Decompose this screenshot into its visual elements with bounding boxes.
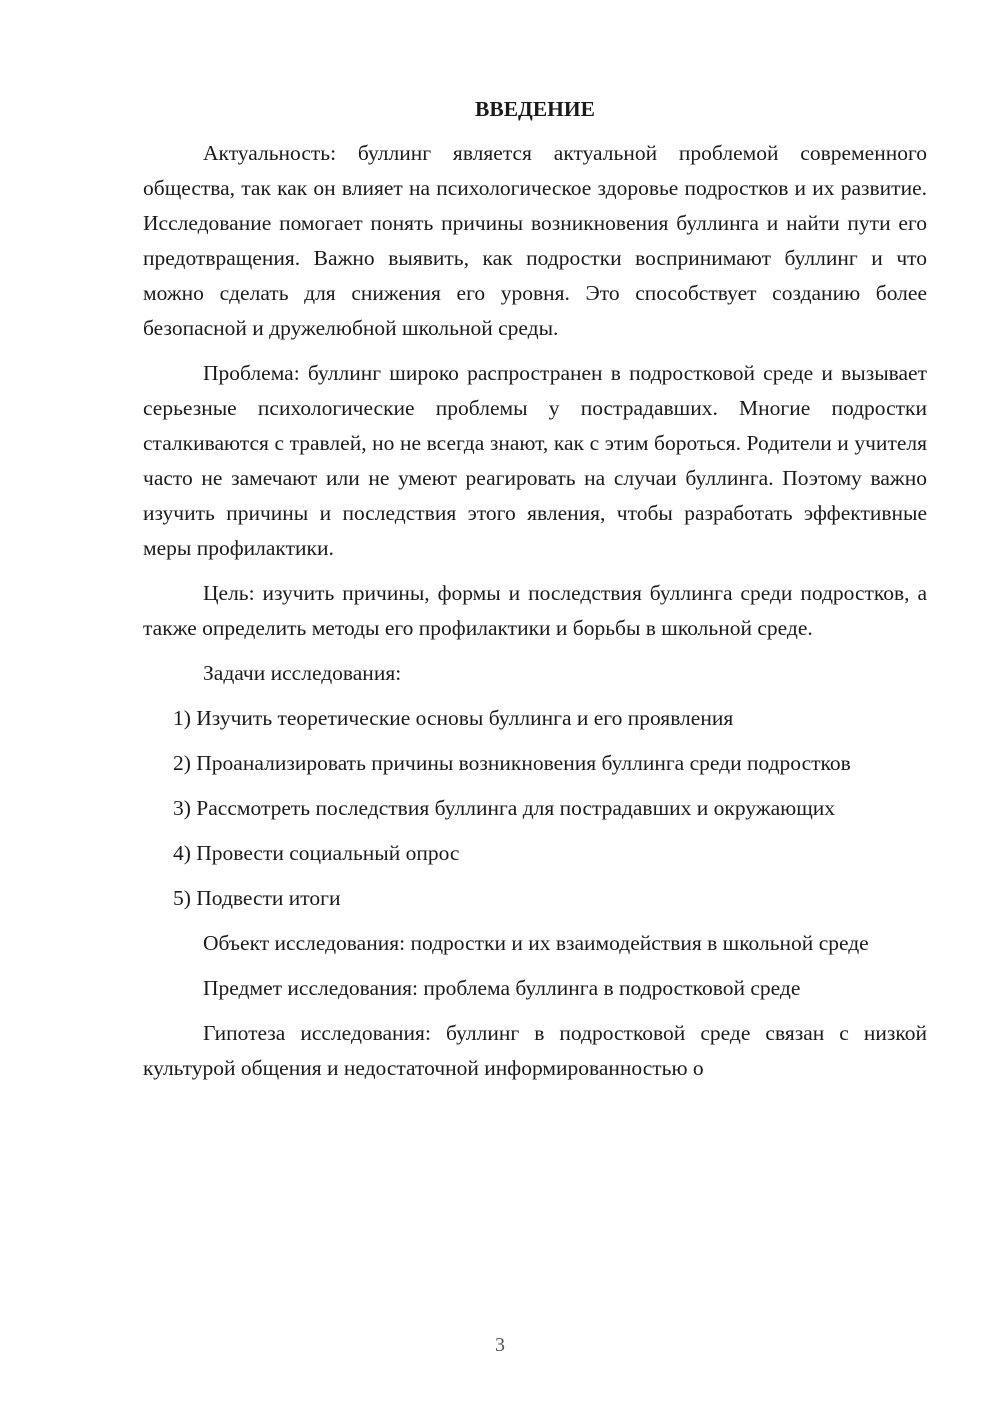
hypothesis-paragraph: Гипотеза исследования: буллинг в подростковой среде связан с низкой культурой общения и недостаточной информированностью о	[143, 1021, 927, 1080]
subject-paragraph: Предмет исследования: проблема буллинга в подростковой среде	[203, 976, 801, 1000]
section-heading: ВВЕДЕНИЕ	[475, 97, 595, 121]
task-item-5: 5) Подвести итоги	[173, 886, 341, 910]
goal-paragraph: Цель: изучить причины, формы и последствия буллинга среди подростков, а также определить методы его профилактики и борьбы в школьной среде.	[143, 581, 927, 640]
tasks-label: Задачи исследования:	[203, 661, 402, 685]
task-item-1: 1) Изучить теоретические основы буллинга и его проявления	[173, 706, 734, 730]
document-page	[143, 90, 927, 1096]
task-item-3: 3) Рассмотреть последствия буллинга для пострадавших и окружающих	[173, 796, 836, 820]
object-paragraph: Объект исследования: подростки и их взаимодействия в школьной среде	[203, 931, 869, 955]
problem-paragraph: Проблема: буллинг широко распространен в подростковой среде и вызывает серьезные психологические проблемы у пострадавших. Многие подростки сталкиваются с травлей, но не всегда знают, как с этим бороться. Родители и учителя часто не замечают или не умеют реагировать на случаи буллинга. Поэтому важно изучить причины и последствия этого явления, чтобы разработать эффективные меры профилактики.	[143, 361, 927, 560]
page-number: 3	[495, 1334, 505, 1356]
task-item-2: 2) Проанализировать причины возникновения буллинга среди подростков	[173, 751, 851, 775]
relevance-paragraph: Актуальность: буллинг является актуальной проблемой современного общества, так как он влияет на психологическое здоровье подростков и их развитие. Исследование помогает понять причины возникновения буллинга и найти пути его предотвращения. Важно выявить, как подростки воспринимают буллинг и что можно сделать для снижения его уровня. Это способствует созданию более безопасной и дружелюбной школьной среды.	[143, 141, 927, 340]
task-item-4: 4) Провести социальный опрос	[173, 841, 460, 865]
